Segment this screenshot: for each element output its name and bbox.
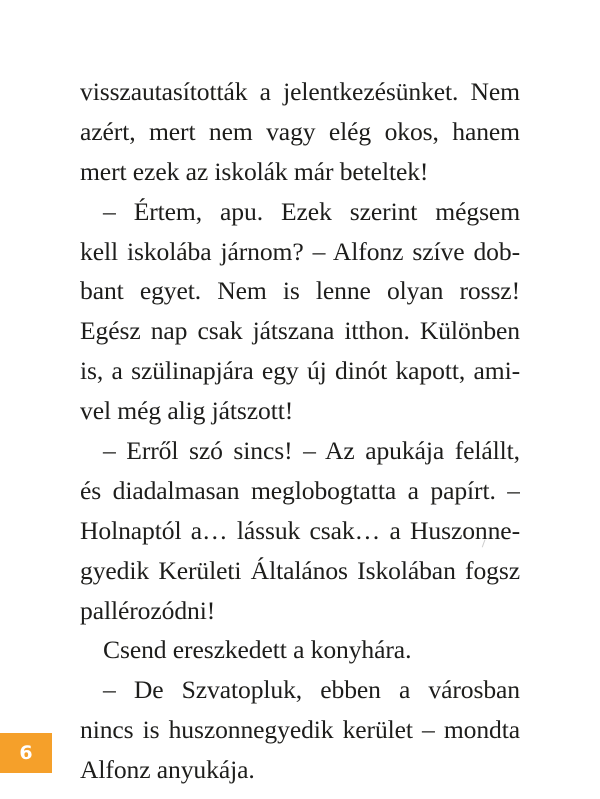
- text-line: azért, mert nem vagy elég okos, hanem: [80, 116, 520, 146]
- text-line: mert ezek az iskolák már beteltek!: [80, 156, 429, 186]
- text-line: – De Szvatopluk, ebben a városban: [103, 675, 520, 705]
- text-line: visszautasították a jelentkezésünket. Nem: [80, 77, 520, 106]
- story-text: [80, 72, 520, 790]
- text-line: Egész nap csak játszana itthon. Különben: [80, 316, 520, 346]
- text-line: – Értem, apu. Ezek szerint mégsem: [103, 196, 520, 226]
- text-line: és diadalmasan meglobogtatta a papírt. –: [80, 475, 520, 505]
- text-line: Holnaptól a… lássuk csak… a Huszonne-: [80, 515, 520, 545]
- text-line: – Erről szó sincs! – Az apukája felállt,: [103, 436, 520, 466]
- page-number: 6: [19, 742, 33, 764]
- text-line: bant egyet. Nem is lenne olyan rossz!: [80, 276, 520, 306]
- text-line: nincs is huszonnegyedik kerület – mondta: [80, 715, 520, 745]
- text-line: Csend ereszkedett a konyhára.: [103, 635, 412, 665]
- text-line: pallérozódni!: [80, 595, 216, 625]
- text-line: is, a szülinapjára egy új dinót kapott, ami-: [80, 356, 520, 386]
- page-number-tab: [0, 733, 52, 773]
- text-line: kell iskolába járnom? – Alfonz szíve dob-: [80, 236, 520, 266]
- text-line: gyedik Kerületi Általános Iskolában fogsz: [80, 555, 520, 585]
- text-line: Alfonz anyukája.: [80, 755, 255, 785]
- text-line: vel még alig játszott!: [80, 396, 294, 426]
